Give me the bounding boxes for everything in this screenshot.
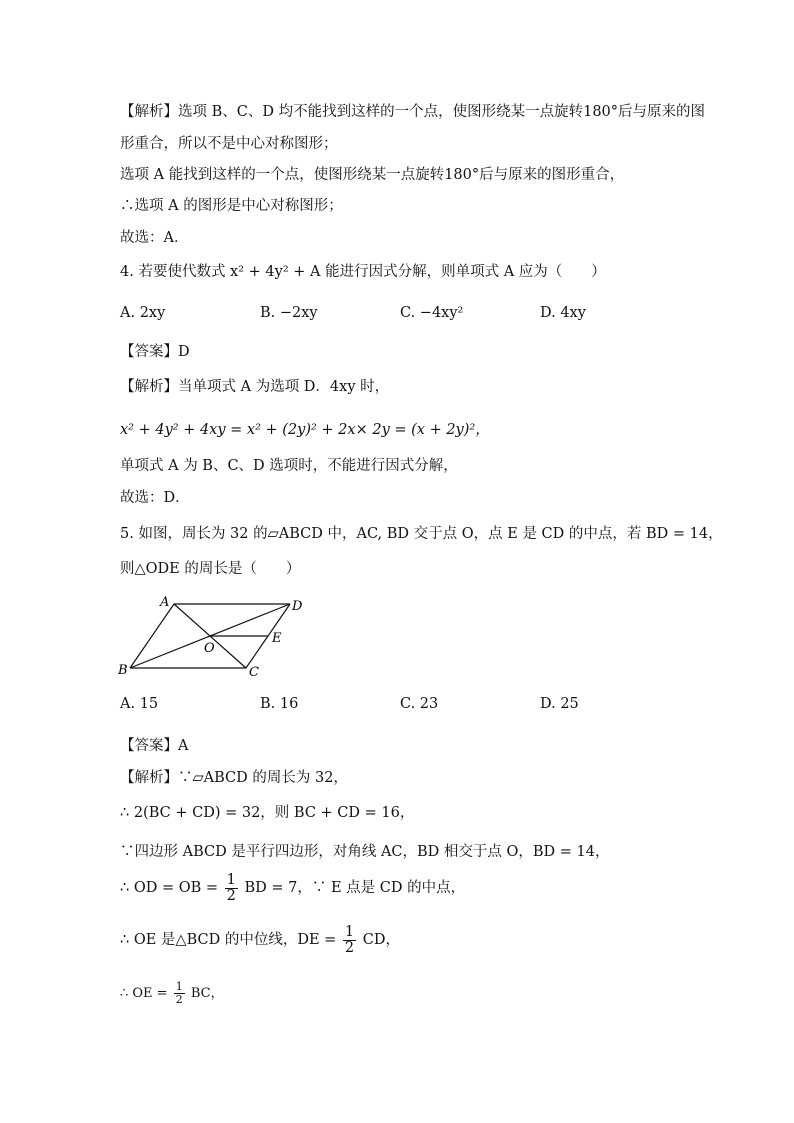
fraction-numerator: 1 [226,871,236,888]
question-5-solution-4 [120,872,465,904]
label-c: C [249,665,259,680]
option-d: D. 4xy [540,305,586,321]
option-c: C. 23 [400,696,439,712]
label-a: A [160,595,170,610]
solution-6-tail: BC， [190,986,224,1001]
fraction-one-half [174,981,185,1006]
question-5-solution-2: ∴ 2(BC + CD) = 32，则 BC + CD = 16， [120,805,415,821]
fraction-one-half [225,873,238,904]
question-5-stem-2: 则△ODE 的周长是（ ） [120,561,301,577]
fraction-one-half [343,925,356,956]
option-d: D. 25 [540,696,579,712]
option-b: B. 16 [260,696,299,712]
solution-4-lead: ∴ OD = OB = [120,880,219,896]
question-4-equation: x² + 4y² + 4xy = x² + (2y)² + 2x× 2y = (x + 2y)²， [120,422,490,438]
option-a: A. 15 [120,696,159,712]
question-4-choose: 故选：D． [120,490,190,506]
option-b: B. −2xy [260,305,318,321]
solution-4-tail: BD = 7，∵ E 点是 CD 的中点， [244,880,466,896]
question-4-analysis-1: 【解析】当单项式 A 为选项 D．4xy 时， [120,379,390,395]
question-5-solution-6 [120,978,224,1010]
question-4-answer: 【答案】D [120,344,190,360]
label-e: E [272,631,282,646]
analysis-line-4: ∴选项 A 的图形是中心对称图形； [120,198,343,214]
analysis-line-2: 形重合，所以不是中心对称图形； [120,136,338,152]
question-5-answer: 【答案】A [120,738,189,754]
question-5-stem-1: 5. 如图，周长为 32 的▱ABCD 中，AC, BD 交于点 O，点 E 是 CD 的中点，若 BD = 14， [120,526,723,542]
fraction-numerator: 1 [344,923,355,940]
solution-5-tail: CD， [362,932,400,948]
solution-5-lead: ∴ OE 是△BCD 的中位线，DE = [120,932,337,948]
option-a: A. 2xy [120,305,166,321]
label-d: D [292,599,303,614]
solution-6-lead: ∴ OE = [120,986,168,1001]
fraction-numerator: 1 [175,980,183,993]
fraction-denominator: 2 [175,993,183,1006]
question-5-solution-1: 【解析】∵▱ABCD 的周长为 32， [120,770,348,786]
fraction-denominator: 2 [226,887,236,904]
parallelogram-figure [110,592,320,682]
option-c: C. −4xy² [400,305,464,321]
edge-ab [130,604,174,668]
fraction-denominator: 2 [344,939,355,956]
label-o: O [204,641,215,656]
analysis-line-1: 【解析】选项 B、C、D 均不能找到这样的一个点，使图形绕某一点旋转180°后与原来的图 [120,104,706,120]
question-5-solution-5 [120,924,400,956]
question-4-options [120,305,680,321]
question-4-stem: 4. 若要使代数式 x² + 4y² + A 能进行因式分解，则单项式 A 应为（ ） [120,264,606,280]
question-4-analysis-2: 单项式 A 为 B、C、D 选项时，不能进行因式分解， [120,458,458,474]
question-5-options [120,696,680,712]
analysis-line-5: 故选：A． [120,230,189,246]
question-5-solution-3: ∵四边形 ABCD 是平行四边形，对角线 AC，BD 相交于点 O，BD = 14， [120,844,610,860]
label-b: B [118,663,128,678]
analysis-line-3: 选项 A 能找到这样的一个点，使图形绕某一点旋转180°后与原来的图形重合， [120,167,625,183]
